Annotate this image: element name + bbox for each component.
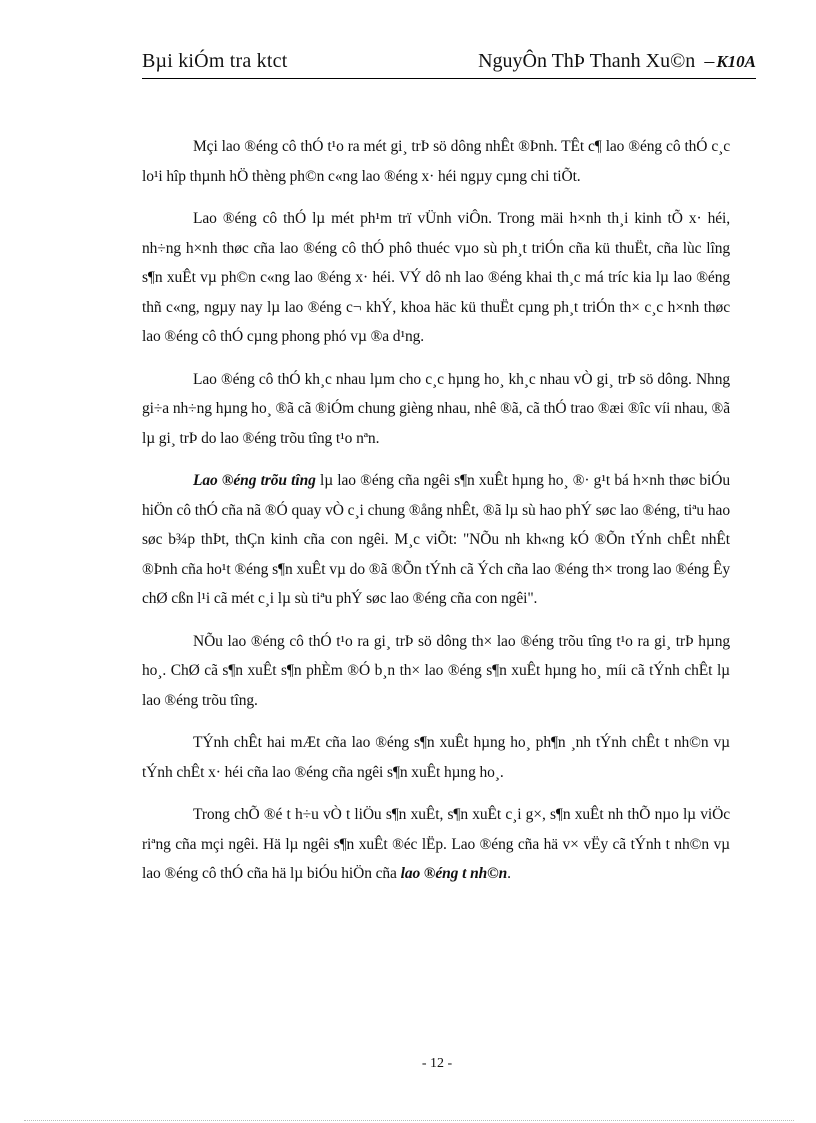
paragraph bbox=[142, 132, 730, 191]
header-author bbox=[478, 50, 756, 73]
page-number: - 12 - bbox=[421, 1056, 453, 1071]
header-dash: – bbox=[704, 50, 715, 72]
page-bottom-divider bbox=[24, 1120, 794, 1121]
paragraph-text: Lao ®éng cô thÓ kh¸c nhau lµm cho c¸c hµng ho¸ kh¸c nhau vÒ gi¸ trÞ sö dông. Nhng gi÷a nh÷ng hµng ho¸ ®ã cã ®iÓm chung gièng nhau, nhê ®ã, cã thÓ trao ®æi ®îc víi nhau, ®ã lµ gi¸ trÞ do lao ®éng trõu tîng t¹o nªn. bbox=[142, 370, 730, 447]
document-body bbox=[142, 132, 730, 902]
author-name: NguyÔn ThÞ Thanh Xu©n bbox=[478, 50, 696, 72]
paragraph bbox=[142, 627, 730, 716]
paragraph-text: NÕu lao ®éng cô thÓ t¹o ra gi¸ trÞ sö dông th× lao ®éng trõu tîng t¹o ra gi¸ trÞ hµng ho¸. ChØ cã s¶n xuÊt s¶n phÈm ®Ó b¸n th× lao ®éng s¶n xuÊt hµng ho¸ míi cã tÝnh chÊt lµ lao ®éng trõu tîng. bbox=[142, 632, 730, 709]
term-private-labour: lao ®éng t nh©n bbox=[400, 865, 508, 882]
paragraph bbox=[142, 728, 730, 787]
term-abstract-labour: Lao ®éng trõu tîng bbox=[193, 472, 316, 489]
paragraph-end: . bbox=[507, 865, 511, 882]
class-code: K10A bbox=[716, 52, 756, 71]
paragraph-text: Trong chÕ ®é t h÷u vÒ t liÖu s¶n xuÊt, s¶n xuÊt c¸i g×, s¶n xuÊt nh thÕ nµo lµ viÖc riªng cña mçi ngêi. Hä lµ ngêi s¶n xuÊt ®éc lËp. Lao ®éng cña hä v× vËy cã tÝnh t nh©n vµ lao ®éng cô thÓ cña hä lµ biÓu hiÖn cña bbox=[142, 806, 730, 882]
paragraph-text: Lao ®éng cô thÓ lµ mét ph¹m trï vÜnh viÔn. Trong mäi h×nh th¸i kinh tÕ x· héi, nh÷ng h×nh thøc cña lao ®éng cô thÓ phô thuéc vµo sù ph¸t triÓn cña kü thuËt, cña lùc lîng s¶n xuÊt vµ ph©n c«ng lao ®éng x· héi. VÝ dô nh lao ®éng khai th¸c má tríc kia lµ lao ®éng thñ c«ng, ngµy nay lµ lao ®éng c¬ khÝ, khoa häc kü thuËt cµng ph¸t triÓn th× c¸c h×nh thøc lao ®éng cô thÓ cµng phong phó vµ ®a d¹ng. bbox=[142, 210, 730, 345]
paragraph bbox=[142, 365, 730, 454]
page-header bbox=[142, 48, 756, 79]
paragraph-text: lµ lao ®éng cña ngêi s¶n xuÊt hµng ho¸ ®· g¹t bá h×nh thøc biÓu hiÖn cô thÓ cña nã ®Ó quay vÒ c¸i chung ®ång nhÊt, ®ã lµ sù hao phÝ søc lao ®éng, tiªu hao søc b¾p thÞt, thÇn kinh cña con ngêi. M¸c viÕt: "NÕu nh kh«ng kÓ ®Õn tÝnh chÊt nhÊt ®Þnh cña ho¹t ®éng s¶n xuÊt vµ do ®ã ®Õn tÝnh cã Ých cña lao ®éng th× trong lao ®éng Êy chØ cßn l¹i cã mét c¸i lµ sù tiªu phÝ søc lao ®éng cña con ngêi". bbox=[142, 472, 730, 607]
header-title: Bµi kiÓm tra ktct bbox=[142, 50, 288, 72]
paragraph bbox=[142, 466, 730, 614]
paragraph-text: Mçi lao ®éng cô thÓ t¹o ra mét gi¸ trÞ sö dông nhÊt ®Þnh. TÊt c¶ lao ®éng cô thÓ c¸c lo¹i hîp thµnh hÖ thèng ph©n c«ng lao ®éng x· héi ngµy cµng chi tiÕt. bbox=[142, 138, 730, 185]
paragraph bbox=[142, 204, 730, 352]
paragraph bbox=[142, 800, 730, 889]
paragraph-text: TÝnh chÊt hai mÆt cña lao ®éng s¶n xuÊt hµng ho¸ ph¶n ¸nh tÝnh chÊt t nh©n vµ tÝnh chÊt x· héi cña lao ®éng cña ngêi s¶n xuÊt hµng ho¸. bbox=[142, 734, 730, 781]
